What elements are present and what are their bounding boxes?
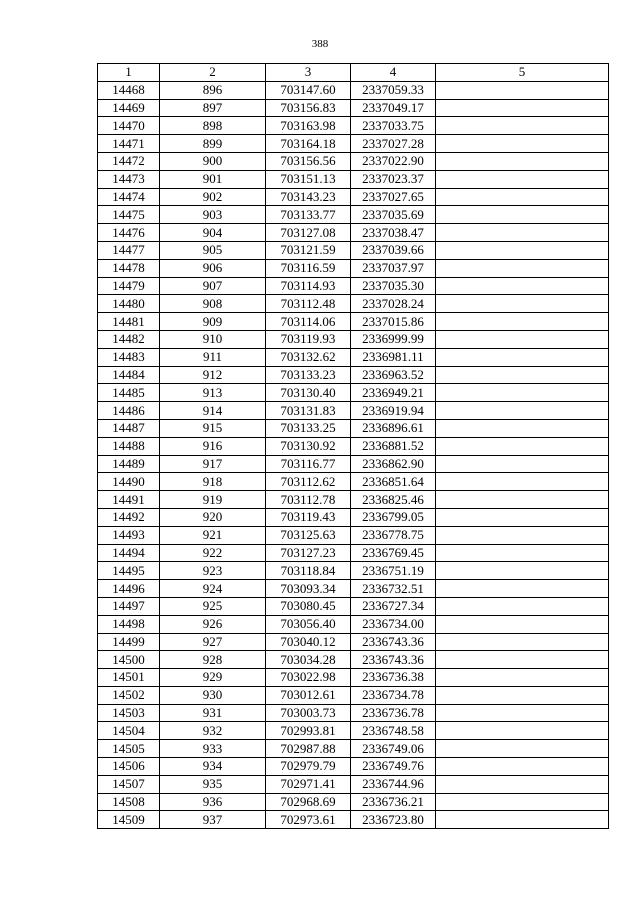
point-id-cell: 14481 [98,313,160,331]
point-number-cell: 937 [160,811,266,829]
point-number-cell: 903 [160,206,266,224]
note-cell [436,348,609,366]
note-cell [436,99,609,117]
point-number-cell: 912 [160,366,266,384]
y-coordinate-cell: 2337022.90 [351,152,436,170]
point-id-cell: 14499 [98,633,160,651]
y-coordinate-cell: 2336743.36 [351,633,436,651]
note-cell [436,277,609,295]
point-id-cell: 14478 [98,259,160,277]
note-cell [436,384,609,402]
point-id-cell: 14470 [98,117,160,135]
point-id-cell: 14493 [98,526,160,544]
point-number-cell: 917 [160,455,266,473]
point-id-cell: 14474 [98,188,160,206]
note-cell [436,330,609,348]
point-number-cell: 909 [160,313,266,331]
point-number-cell: 913 [160,384,266,402]
y-coordinate-cell: 2336749.76 [351,758,436,776]
note-cell [436,669,609,687]
table-row [98,135,609,153]
table-row [98,241,609,259]
x-coordinate-cell: 703131.83 [266,402,351,420]
point-number-cell: 921 [160,526,266,544]
note-cell [436,81,609,99]
column-header-1: 1 [98,64,160,82]
note-cell [436,224,609,242]
x-coordinate-cell: 702979.79 [266,758,351,776]
x-coordinate-cell: 703132.62 [266,348,351,366]
point-id-cell: 14485 [98,384,160,402]
y-coordinate-cell: 2336744.96 [351,775,436,793]
y-coordinate-cell: 2336749.06 [351,740,436,758]
table-row [98,384,609,402]
note-cell [436,152,609,170]
note-cell [436,580,609,598]
point-number-cell: 931 [160,704,266,722]
point-id-cell: 14476 [98,224,160,242]
x-coordinate-cell: 703003.73 [266,704,351,722]
point-number-cell: 906 [160,259,266,277]
y-coordinate-cell: 2336736.78 [351,704,436,722]
table-row [98,775,609,793]
note-cell [436,544,609,562]
point-id-cell: 14497 [98,597,160,615]
table-row [98,313,609,331]
note-cell [436,508,609,526]
point-id-cell: 14509 [98,811,160,829]
point-number-cell: 896 [160,81,266,99]
table-row [98,526,609,544]
note-cell [436,597,609,615]
y-coordinate-cell: 2336919.94 [351,402,436,420]
point-id-cell: 14486 [98,402,160,420]
note-cell [436,775,609,793]
table-row [98,615,609,633]
note-cell [436,473,609,491]
y-coordinate-cell: 2336963.52 [351,366,436,384]
point-id-cell: 14483 [98,348,160,366]
x-coordinate-cell: 703056.40 [266,615,351,633]
table-body [98,81,609,828]
y-coordinate-cell: 2337023.37 [351,170,436,188]
note-cell [436,651,609,669]
y-coordinate-cell: 2337038.47 [351,224,436,242]
table-row [98,562,609,580]
y-coordinate-cell: 2337037.97 [351,259,436,277]
table-row [98,419,609,437]
point-number-cell: 920 [160,508,266,526]
y-coordinate-cell: 2336736.38 [351,669,436,687]
x-coordinate-cell: 702971.41 [266,775,351,793]
x-coordinate-cell: 703093.34 [266,580,351,598]
table-row [98,508,609,526]
x-coordinate-cell: 703151.13 [266,170,351,188]
point-number-cell: 902 [160,188,266,206]
table-row [98,348,609,366]
note-cell [436,117,609,135]
table-row [98,277,609,295]
table-row [98,704,609,722]
point-id-cell: 14480 [98,295,160,313]
note-cell [436,313,609,331]
table-row [98,455,609,473]
point-id-cell: 14494 [98,544,160,562]
note-cell [436,722,609,740]
point-number-cell: 925 [160,597,266,615]
x-coordinate-cell: 703022.98 [266,669,351,687]
point-number-cell: 898 [160,117,266,135]
point-id-cell: 14477 [98,241,160,259]
table-row [98,793,609,811]
x-coordinate-cell: 703121.59 [266,241,351,259]
note-cell [436,633,609,651]
x-coordinate-cell: 703147.60 [266,81,351,99]
x-coordinate-cell: 702987.88 [266,740,351,758]
x-coordinate-cell: 703133.25 [266,419,351,437]
y-coordinate-cell: 2336769.45 [351,544,436,562]
table-row [98,633,609,651]
note-cell [436,366,609,384]
point-id-cell: 14501 [98,669,160,687]
note-cell [436,437,609,455]
y-coordinate-cell: 2337049.17 [351,99,436,117]
column-header-4: 4 [351,64,436,82]
note-cell [436,686,609,704]
x-coordinate-cell: 703116.77 [266,455,351,473]
x-coordinate-cell: 703112.78 [266,491,351,509]
point-id-cell: 14505 [98,740,160,758]
table-row [98,651,609,669]
y-coordinate-cell: 2336949.21 [351,384,436,402]
point-number-cell: 905 [160,241,266,259]
point-id-cell: 14495 [98,562,160,580]
x-coordinate-cell: 703116.59 [266,259,351,277]
note-cell [436,562,609,580]
x-coordinate-cell: 703012.61 [266,686,351,704]
point-number-cell: 904 [160,224,266,242]
point-number-cell: 918 [160,473,266,491]
point-number-cell: 928 [160,651,266,669]
y-coordinate-cell: 2336751.19 [351,562,436,580]
table-row [98,224,609,242]
y-coordinate-cell: 2336981.11 [351,348,436,366]
y-coordinate-cell: 2336825.46 [351,491,436,509]
note-cell [436,259,609,277]
y-coordinate-cell: 2336734.00 [351,615,436,633]
note-cell [436,758,609,776]
point-number-cell: 935 [160,775,266,793]
x-coordinate-cell: 703127.23 [266,544,351,562]
x-coordinate-cell: 703125.63 [266,526,351,544]
table-header-row [98,64,609,82]
x-coordinate-cell: 703163.98 [266,117,351,135]
point-number-cell: 924 [160,580,266,598]
table-row [98,811,609,829]
table-row [98,170,609,188]
table-row [98,330,609,348]
y-coordinate-cell: 2337035.69 [351,206,436,224]
point-number-cell: 922 [160,544,266,562]
y-coordinate-cell: 2337033.75 [351,117,436,135]
point-id-cell: 14472 [98,152,160,170]
table-row [98,152,609,170]
point-id-cell: 14496 [98,580,160,598]
x-coordinate-cell: 703112.48 [266,295,351,313]
y-coordinate-cell: 2337039.66 [351,241,436,259]
table-row [98,188,609,206]
table-row [98,366,609,384]
column-header-3: 3 [266,64,351,82]
coordinates-table [97,63,609,829]
table-row [98,544,609,562]
note-cell [436,206,609,224]
point-id-cell: 14491 [98,491,160,509]
point-id-cell: 14498 [98,615,160,633]
point-id-cell: 14487 [98,419,160,437]
y-coordinate-cell: 2336743.36 [351,651,436,669]
x-coordinate-cell: 703156.83 [266,99,351,117]
note-cell [436,241,609,259]
y-coordinate-cell: 2337028.24 [351,295,436,313]
point-number-cell: 927 [160,633,266,651]
note-cell [436,526,609,544]
x-coordinate-cell: 702993.81 [266,722,351,740]
x-coordinate-cell: 703119.93 [266,330,351,348]
y-coordinate-cell: 2337027.28 [351,135,436,153]
y-coordinate-cell: 2336778.75 [351,526,436,544]
point-number-cell: 907 [160,277,266,295]
column-header-5: 5 [436,64,609,82]
note-cell [436,188,609,206]
point-id-cell: 14506 [98,758,160,776]
x-coordinate-cell: 703156.56 [266,152,351,170]
page-number: 388 [311,38,329,50]
note-cell [436,491,609,509]
table-row [98,99,609,117]
y-coordinate-cell: 2336896.61 [351,419,436,437]
note-cell [436,740,609,758]
point-id-cell: 14479 [98,277,160,295]
x-coordinate-cell: 703130.40 [266,384,351,402]
point-number-cell: 908 [160,295,266,313]
x-coordinate-cell: 703119.43 [266,508,351,526]
table-row [98,758,609,776]
point-id-cell: 14500 [98,651,160,669]
point-id-cell: 14473 [98,170,160,188]
point-number-cell: 936 [160,793,266,811]
point-id-cell: 14469 [98,99,160,117]
point-id-cell: 14489 [98,455,160,473]
point-number-cell: 899 [160,135,266,153]
note-cell [436,295,609,313]
point-number-cell: 923 [160,562,266,580]
x-coordinate-cell: 703143.23 [266,188,351,206]
point-number-cell: 933 [160,740,266,758]
y-coordinate-cell: 2336734.78 [351,686,436,704]
note-cell [436,135,609,153]
x-coordinate-cell: 703164.18 [266,135,351,153]
y-coordinate-cell: 2336799.05 [351,508,436,526]
y-coordinate-cell: 2336723.80 [351,811,436,829]
y-coordinate-cell: 2336881.52 [351,437,436,455]
point-id-cell: 14504 [98,722,160,740]
point-number-cell: 897 [160,99,266,117]
point-id-cell: 14471 [98,135,160,153]
table-row [98,437,609,455]
point-number-cell: 934 [160,758,266,776]
point-id-cell: 14468 [98,81,160,99]
point-number-cell: 932 [160,722,266,740]
y-coordinate-cell: 2337027.65 [351,188,436,206]
note-cell [436,793,609,811]
point-number-cell: 929 [160,669,266,687]
point-id-cell: 14488 [98,437,160,455]
point-number-cell: 911 [160,348,266,366]
point-number-cell: 916 [160,437,266,455]
y-coordinate-cell: 2336732.51 [351,580,436,598]
table-row [98,669,609,687]
x-coordinate-cell: 703034.28 [266,651,351,669]
table-row [98,580,609,598]
table-row [98,722,609,740]
point-id-cell: 14482 [98,330,160,348]
x-coordinate-cell: 703114.06 [266,313,351,331]
point-number-cell: 900 [160,152,266,170]
y-coordinate-cell: 2337059.33 [351,81,436,99]
x-coordinate-cell: 703133.77 [266,206,351,224]
note-cell [436,455,609,473]
table-row [98,491,609,509]
table-row [98,206,609,224]
table-row [98,81,609,99]
point-number-cell: 930 [160,686,266,704]
x-coordinate-cell: 703114.93 [266,277,351,295]
x-coordinate-cell: 703130.92 [266,437,351,455]
point-number-cell: 901 [160,170,266,188]
y-coordinate-cell: 2337035.30 [351,277,436,295]
y-coordinate-cell: 2336862.90 [351,455,436,473]
table-row [98,259,609,277]
x-coordinate-cell: 703080.45 [266,597,351,615]
note-cell [436,704,609,722]
x-coordinate-cell: 703040.12 [266,633,351,651]
note-cell [436,615,609,633]
point-id-cell: 14484 [98,366,160,384]
y-coordinate-cell: 2336851.64 [351,473,436,491]
y-coordinate-cell: 2336727.34 [351,597,436,615]
table-row [98,597,609,615]
column-header-2: 2 [160,64,266,82]
note-cell [436,170,609,188]
x-coordinate-cell: 703118.84 [266,562,351,580]
point-number-cell: 919 [160,491,266,509]
table-row [98,295,609,313]
point-id-cell: 14507 [98,775,160,793]
x-coordinate-cell: 703133.23 [266,366,351,384]
point-number-cell: 915 [160,419,266,437]
y-coordinate-cell: 2336999.99 [351,330,436,348]
point-id-cell: 14492 [98,508,160,526]
y-coordinate-cell: 2337015.86 [351,313,436,331]
table-row [98,686,609,704]
note-cell [436,811,609,829]
table-row [98,740,609,758]
point-id-cell: 14502 [98,686,160,704]
point-number-cell: 926 [160,615,266,633]
x-coordinate-cell: 703127.08 [266,224,351,242]
table-row [98,402,609,420]
x-coordinate-cell: 702973.61 [266,811,351,829]
table-row [98,117,609,135]
table-row [98,473,609,491]
note-cell [436,402,609,420]
y-coordinate-cell: 2336748.58 [351,722,436,740]
point-id-cell: 14508 [98,793,160,811]
point-number-cell: 914 [160,402,266,420]
point-number-cell: 910 [160,330,266,348]
point-id-cell: 14475 [98,206,160,224]
x-coordinate-cell: 702968.69 [266,793,351,811]
x-coordinate-cell: 703112.62 [266,473,351,491]
point-id-cell: 14490 [98,473,160,491]
point-id-cell: 14503 [98,704,160,722]
y-coordinate-cell: 2336736.21 [351,793,436,811]
note-cell [436,419,609,437]
